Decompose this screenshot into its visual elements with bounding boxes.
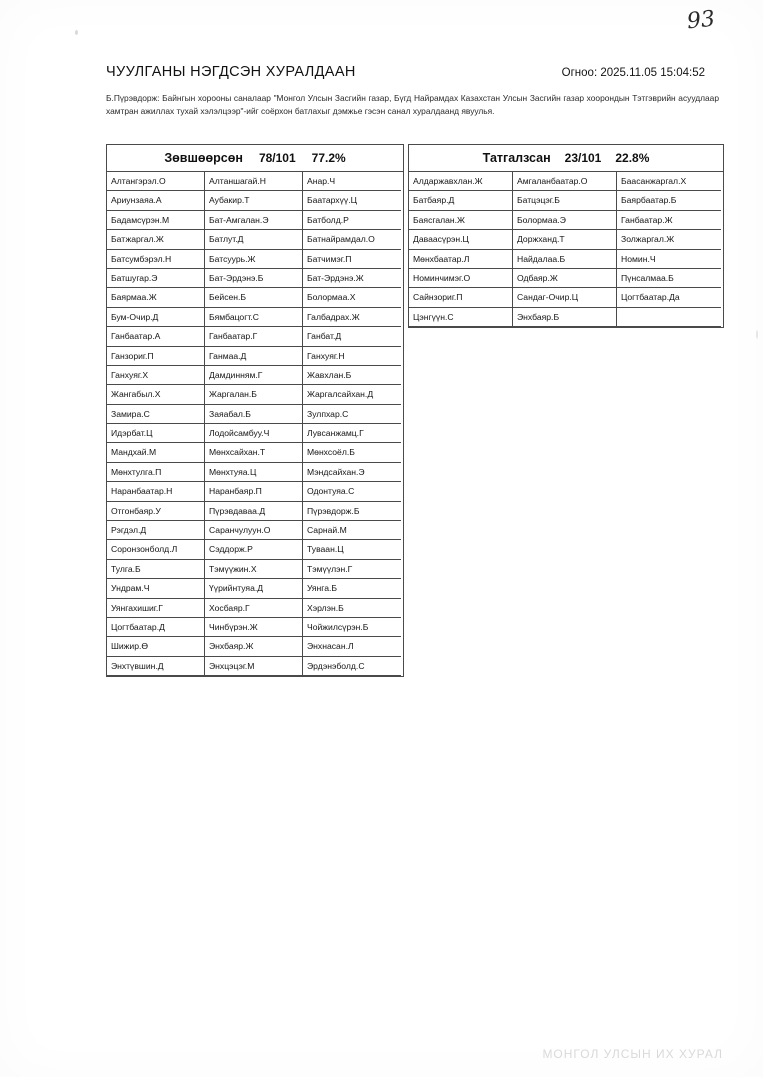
intro-paragraph: Б.Пүрэвдорж: Байнгын хорооны саналаар "Монгол Улсын Засгийн газар, Бүгд Найрамдах Казахстан Улсын Засгийн газар хоорондын Тэтгэврийн асуудлаар хамтран ажиллах тухай хэлэлцээр"-ийг соёрхон батлахыг дэмжье гэсэн санал хуралдаанд явуулья. xyxy=(106,93,719,117)
voter-name-cell: Жаргалан.Б xyxy=(205,385,303,404)
voter-name-cell: Бум-Очир.Д xyxy=(107,308,205,327)
voter-name-cell: Сайнзориг.П xyxy=(409,288,513,307)
voter-name-cell: Наранбаатар.Н xyxy=(107,482,205,501)
vote-results xyxy=(106,144,724,677)
voter-name-cell: Энхцэцэг.М xyxy=(205,657,303,676)
voter-name-cell: Золжаргал.Ж xyxy=(617,230,721,249)
voter-name-cell: Батсумбэрэл.Н xyxy=(107,250,205,269)
voter-name-cell: Аубакир.Т xyxy=(205,191,303,210)
approve-header xyxy=(107,145,403,172)
voter-name-cell: Лодойсамбуу.Ч xyxy=(205,424,303,443)
voter-name-cell: Батчимэг.П xyxy=(303,250,401,269)
voter-name-cell: Ариунзаяа.А xyxy=(107,191,205,210)
approve-vote-block xyxy=(106,144,404,677)
handwritten-page-number: 93 xyxy=(685,6,717,35)
voter-name-cell: Доржханд.Т xyxy=(513,230,617,249)
voter-name-cell: Алдаржавхлан.Ж xyxy=(409,172,513,191)
voter-name-cell: Бямбацогт.С xyxy=(205,308,303,327)
document-header xyxy=(106,64,705,80)
voter-name-cell: Бат-Эрдэнэ.Б xyxy=(205,269,303,288)
voter-name-cell: Амгаланбаатар.О xyxy=(513,172,617,191)
voter-name-cell: Мандхай.М xyxy=(107,443,205,462)
timestamp: Огноо: 2025.11.05 15:04:52 xyxy=(561,67,705,79)
reject-name-grid xyxy=(409,172,723,327)
voter-name-cell: Баярбаатар.Б xyxy=(617,191,721,210)
voter-name-cell: Номинчимэг.О xyxy=(409,269,513,288)
voter-name-cell: Баясгалан.Ж xyxy=(409,211,513,230)
approve-percent: 77.2% xyxy=(311,151,346,165)
voter-name-cell: Сандаг-Очир.Ц xyxy=(513,288,617,307)
voter-name-cell: Болормаа.Э xyxy=(513,211,617,230)
voter-name-cell: Хосбаяр.Г xyxy=(205,599,303,618)
voter-name-cell: Мөнхсоёл.Б xyxy=(303,443,401,462)
voter-name-cell: Зулпхар.С xyxy=(303,405,401,424)
voter-name-cell: Туваан.Ц xyxy=(303,540,401,559)
voter-name-cell: Галбадрах.Ж xyxy=(303,308,401,327)
voter-name-cell: Замира.С xyxy=(107,405,205,424)
reject-count: 23/101 xyxy=(564,151,602,165)
voter-name-cell: Лувсанжамц.Г xyxy=(303,424,401,443)
voter-name-cell: Бадамсүрэн.М xyxy=(107,211,205,230)
reject-label: Татгалзсан xyxy=(482,151,551,165)
voter-name-cell: Эрдэнэболд.С xyxy=(303,657,401,676)
voter-name-cell: Саранчулуун.О xyxy=(205,521,303,540)
voter-name-cell: Чойжилсүрэн.Б xyxy=(303,618,401,637)
voter-name-cell: Мөнхтулга.П xyxy=(107,463,205,482)
voter-name-cell: Ганбат.Д xyxy=(303,327,401,346)
voter-name-cell: Мөнхсайхан.Т xyxy=(205,443,303,462)
voter-name-cell: Мөнхтуяа.Ц xyxy=(205,463,303,482)
voter-name-cell: Жангабыл.Х xyxy=(107,385,205,404)
voter-name-cell: Цэнгүүн.С xyxy=(409,308,513,327)
voter-name-cell: Анар.Ч xyxy=(303,172,401,191)
voter-name-cell: Хэрлэн.Б xyxy=(303,599,401,618)
voter-name-cell: Одбаяр.Ж xyxy=(513,269,617,288)
voter-name-cell: Энхбаяр.Ж xyxy=(205,637,303,656)
voter-name-cell: Ганбаатар.Г xyxy=(205,327,303,346)
voter-name-cell: Тэмүүлэн.Г xyxy=(303,560,401,579)
voter-name-cell: Батсуурь.Ж xyxy=(205,250,303,269)
voter-name-cell: Бат-Эрдэнэ.Ж xyxy=(303,269,401,288)
reject-percent: 22.8% xyxy=(615,151,650,165)
voter-name-cell: Мөнхбаатар.Л xyxy=(409,250,513,269)
voter-name-cell: Пүрэвдорж.Б xyxy=(303,502,401,521)
voter-name-cell: Наранбаяр.П xyxy=(205,482,303,501)
voter-name-cell: Соронзонболд.Л xyxy=(107,540,205,559)
watermark: МОНГОЛ УЛСЫН ИХ ХУРАЛ xyxy=(542,1047,723,1061)
voter-name-cell: Жаргалсайхан.Д xyxy=(303,385,401,404)
voter-name-cell: Уянга.Б xyxy=(303,579,401,598)
voter-name-cell: Ганхуяг.Н xyxy=(303,347,401,366)
voter-name-cell: Найдалаа.Б xyxy=(513,250,617,269)
voter-name-cell: Үүрийнтуяа.Д xyxy=(205,579,303,598)
voter-name-cell: Ганбаатар.Ж xyxy=(617,211,721,230)
voter-name-cell: Заяабал.Б xyxy=(205,405,303,424)
voter-name-cell: Номин.Ч xyxy=(617,250,721,269)
voter-name-cell: Бейсен.Б xyxy=(205,288,303,307)
voter-name-cell: Уянгахишиг.Г xyxy=(107,599,205,618)
voter-name-cell: Ундрам.Ч xyxy=(107,579,205,598)
voter-name-cell: Батнайрамдал.О xyxy=(303,230,401,249)
voter-name-cell xyxy=(617,308,721,327)
voter-name-cell: Батлут.Д xyxy=(205,230,303,249)
voter-name-cell: Батбаяр.Д xyxy=(409,191,513,210)
voter-name-cell: Пүнсалмаа.Б xyxy=(617,269,721,288)
voter-name-cell: Энхнасан.Л xyxy=(303,637,401,656)
approve-count: 78/101 xyxy=(258,151,296,165)
reject-vote-block xyxy=(408,144,724,328)
voter-name-cell: Идэрбат.Ц xyxy=(107,424,205,443)
voter-name-cell: Сэддорж.Р xyxy=(205,540,303,559)
voter-name-cell: Батшугар.Э xyxy=(107,269,205,288)
voter-name-cell: Цогтбаатар.Д xyxy=(107,618,205,637)
voter-name-cell: Шижир.Ө xyxy=(107,637,205,656)
voter-name-cell: Одонтуяа.С xyxy=(303,482,401,501)
page-title: ЧУУЛГАНЫ НЭГДСЭН ХУРАЛДААН xyxy=(106,64,356,80)
voter-name-cell: Даваасүрэн.Ц xyxy=(409,230,513,249)
scan-speck xyxy=(75,30,78,35)
voter-name-cell: Алтаншагай.Н xyxy=(205,172,303,191)
voter-name-cell: Жавхлан.Б xyxy=(303,366,401,385)
approve-name-grid xyxy=(107,172,403,676)
voter-name-cell: Батболд.Р xyxy=(303,211,401,230)
voter-name-cell: Батжаргал.Ж xyxy=(107,230,205,249)
voter-name-cell: Тулга.Б xyxy=(107,560,205,579)
voter-name-cell: Дамдинням.Г xyxy=(205,366,303,385)
voter-name-cell: Тэмүүжин.Х xyxy=(205,560,303,579)
voter-name-cell: Алтангэрэл.О xyxy=(107,172,205,191)
voter-name-cell: Отгонбаяр.У xyxy=(107,502,205,521)
voter-name-cell: Ганмаа.Д xyxy=(205,347,303,366)
voter-name-cell: Болормаа.Х xyxy=(303,288,401,307)
approve-label: Зөвшөөрсөн xyxy=(164,151,243,165)
voter-name-cell: Сарнай.М xyxy=(303,521,401,540)
scan-speck xyxy=(756,330,758,339)
voter-name-cell: Мэндсайхан.Э xyxy=(303,463,401,482)
voter-name-cell: Баатархүү.Ц xyxy=(303,191,401,210)
reject-header xyxy=(409,145,723,172)
voter-name-cell: Батцэцэг.Б xyxy=(513,191,617,210)
voter-name-cell: Энхбаяр.Б xyxy=(513,308,617,327)
voter-name-cell: Баярмаа.Ж xyxy=(107,288,205,307)
voter-name-cell: Пүрэвдаваа.Д xyxy=(205,502,303,521)
voter-name-cell: Чинбүрэн.Ж xyxy=(205,618,303,637)
voter-name-cell: Энхтүвшин.Д xyxy=(107,657,205,676)
voter-name-cell: Цогтбаатар.Да xyxy=(617,288,721,307)
voter-name-cell: Рэгдэл.Д xyxy=(107,521,205,540)
voter-name-cell: Баасанжаргал.Х xyxy=(617,172,721,191)
voter-name-cell: Ганбаатар.А xyxy=(107,327,205,346)
voter-name-cell: Ганхуяг.Х xyxy=(107,366,205,385)
voter-name-cell: Ганзориг.П xyxy=(107,347,205,366)
voter-name-cell: Бат-Амгалан.Э xyxy=(205,211,303,230)
